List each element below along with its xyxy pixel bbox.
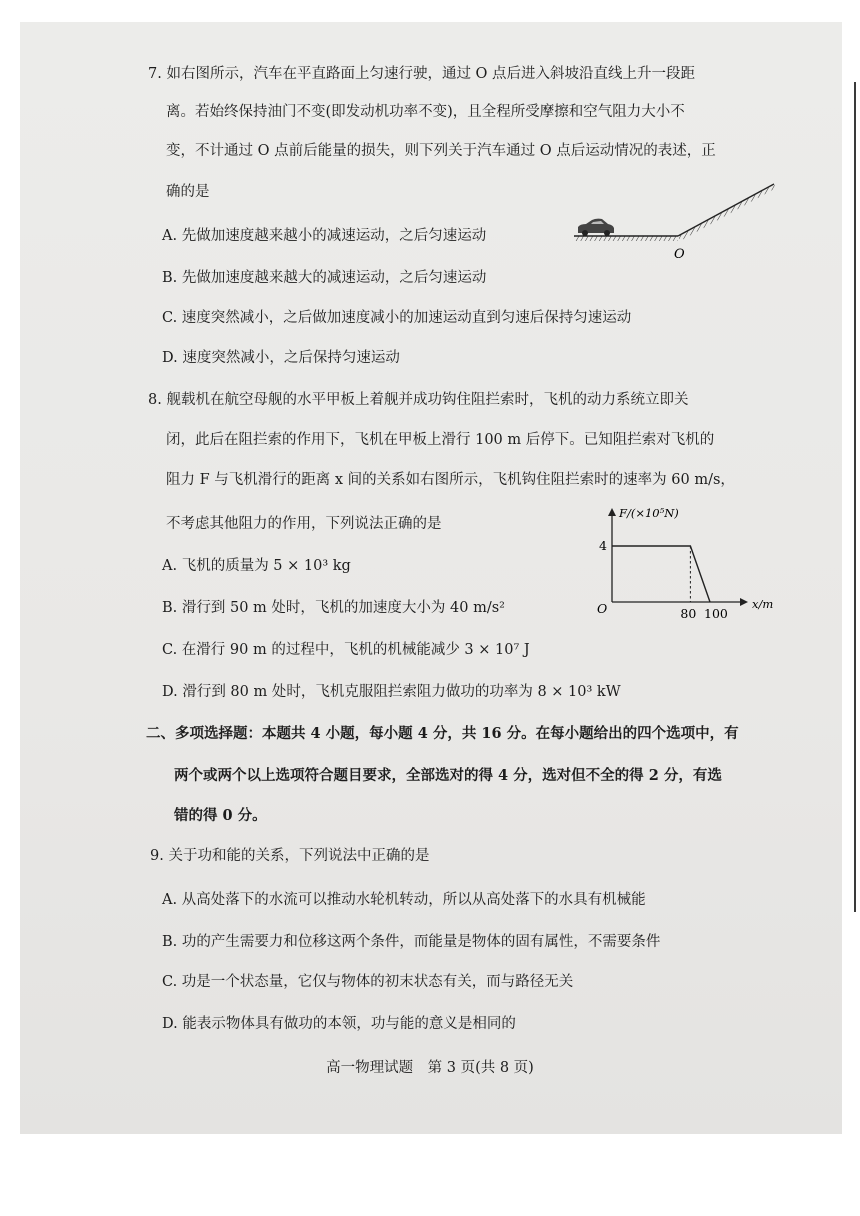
section-2-heading-line-2: 两个或两个以上选项符合题目要求，全部选对的得 4 分，选对但不全的得 2 分，有选 [174,767,722,784]
force-curve [612,546,710,602]
q7-option-b: B. 先做加速度越来越大的减速运动，之后匀速运动 [162,270,487,286]
q7-stem-line-2: 离。若始终保持油门不变(即发动机功率不变)，且全程所受摩擦和空气阻力大小不 [166,104,685,120]
q9-option-d: D. 能表示物体具有做功的本领，功与能的意义是相同的 [162,1016,516,1032]
y-axis-arrow-icon [608,508,616,516]
page-footer: 高一物理试题 第 3 页(共 8 页) [326,1060,534,1076]
q8-stem-line-3: 阻力 F 与飞机滑行的距离 x 间的关系如右图所示，飞机钩住阻拦索时的速率为 60 m/s， [166,472,735,488]
q7-option-d: D. 速度突然减小，之后保持匀速运动 [162,350,400,366]
page-edge-line [854,82,856,912]
q7-stem-line-1: 7. 如右图所示，汽车在平直路面上匀速行驶，通过 O 点后进入斜坡沿直线上升一段距 [148,66,696,82]
origin-label: O [597,601,608,616]
section-2-heading-line-3: 错的得 0 分。 [174,807,267,824]
slope-hatch [678,184,776,241]
x-tick-label-100: 100 [704,606,728,621]
q8-stem-line-2: 闭，此后在阻拦索的作用下，飞机在甲板上滑行 100 m 后停下。已知阻拦索对飞机的 [166,432,715,448]
q9-option-c: C. 功是一个状态量，它仅与物体的初末状态有关，而与路径无关 [162,974,574,990]
x-axis-arrow-icon [740,598,748,606]
q8-stem-line-1: 8. 舰载机在航空母舰的水平甲板上着舰并成功钩住阻拦索时，飞机的动力系统立即关 [148,392,689,408]
q8-option-a: A. 飞机的质量为 5 × 10³ kg [162,558,351,574]
ground-hatch [574,236,678,241]
q7-stem-line-4: 确的是 [166,184,210,200]
q7-option-c: C. 速度突然减小，之后做加速度减小的加速运动直到匀速后保持匀速运动 [162,310,632,326]
section-2-heading-line-1: 二、多项选择题：本题共 4 小题，每小题 4 分，共 16 分。在每小题给出的四个选项中，有 [146,725,739,742]
q7-stem-line-3: 变，不计通过 O 点前后能量的损失，则下列关于汽车通过 O 点后运动情况的表述，正 [166,143,716,159]
y-axis-label: F/(×10⁵N) [619,506,679,520]
q9-stem: 9. 关于功和能的关系，下列说法中正确的是 [150,848,430,864]
x-axis-label: x/m [752,597,774,611]
q7-option-a: A. 先做加速度越来越小的减速运动，之后匀速运动 [162,228,487,244]
q8-stem-line-4: 不考虑其他阻力的作用，下列说法正确的是 [166,516,442,532]
q8-force-distance-graph [590,500,780,630]
q9-option-b: B. 功的产生需要力和位移这两个条件，而能量是物体的固有属性，不需要条件 [162,934,661,950]
q7-slope-figure [566,178,786,268]
x-tick-label-80: 80 [680,606,697,621]
q8-option-d: D. 滑行到 80 m 处时，飞机克服阻拦索阻力做功的功率为 8 × 10³ kW [162,684,621,700]
q9-option-a: A. 从高处落下的水流可以推动水轮机转动，所以从高处落下的水具有机械能 [162,892,646,908]
car-icon [578,219,614,236]
q8-option-b: B. 滑行到 50 m 处时，飞机的加速度大小为 40 m/s² [162,600,505,616]
q8-option-c: C. 在滑行 90 m 的过程中，飞机的机械能减少 3 × 10⁷ J [162,642,530,658]
point-o-label: O [674,247,685,262]
y-tick-label: 4 [599,538,607,553]
